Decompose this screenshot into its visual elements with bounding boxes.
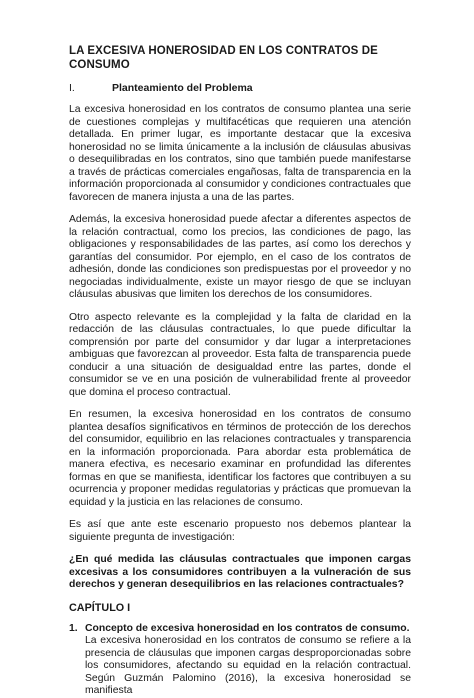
section-heading xyxy=(69,81,411,95)
paragraph: Además, la excesiva honerosidad puede afectar a diferentes aspectos de la relación contractual, como los precios, las condiciones de pago, las obligaciones y responsabilidades de las partes, así como los derechos y garantías del consumidor. Por ejemplo, en el caso de los contratos de adhesión, donde las condiciones son predispuestas por el proveedor y no negociadas individualmente, existe un mayor riesgo de que se incluyan cláusulas abusivas que limiten los derechos de los consumidores. xyxy=(69,214,411,300)
research-question: ¿En qué medida las cláusulas contractuales que imponen cargas excesivas a los consumidores contribuyen a la vulneración de sus derechos y generan desequilibrios en las relaciones contractuales? xyxy=(69,554,411,590)
paragraph: Otro aspecto relevante es la complejidad y la falta de claridad en la redacción de las cláusulas contractuales, lo que puede dificultar la comprensión por parte del consumidor y dar lugar a interpretaciones ambiguas que favorezcan al proveedor. Esta falta de transparencia puede conducir a una situación de desigualdad entre las partes, donde el consumidor se ve en una posición de vulnerabilidad frente al proveedor que domina el proceso contractual. xyxy=(69,311,411,398)
document-title: LA EXCESIVA HONEROSIDAD EN LOS CONTRATOS DE CONSUMO xyxy=(69,45,378,71)
list-item-body xyxy=(85,623,411,698)
paragraph: Es así que ante este escenario propuesto nos debemos plantear la siguiente pregunta de investigación: xyxy=(69,519,411,543)
list-item-title: Concepto de excesiva honerosidad en los contratos de consumo. xyxy=(85,622,410,634)
document-body xyxy=(69,44,411,698)
section-title: Planteamiento del Problema xyxy=(112,82,253,94)
chapter-heading: CAPÍTULO I xyxy=(69,601,131,614)
list-item xyxy=(69,623,411,698)
paragraph: La excesiva honerosidad en los contratos de consumo plantea una serie de cuestiones complejas y multifacéticas que requieren una atención detallada. En primer lugar, es importante destacar que la excesiva honerosidad no se limita únicamente a la inclusión de cláusulas abusivas o desequilibradas en los contratos, sino que también puede manifestarse a través de prácticas comerciales engañosas, falta de transparencia en la información proporcionada al consumidor y condiciones contractuales que favorecen de manera injusta a una de las partes. xyxy=(69,104,411,203)
section-number: I. xyxy=(69,82,75,94)
list-item-number: 1. xyxy=(69,622,78,634)
paragraph: En resumen, la excesiva honerosidad en los contratos de consumo plantea desafíos significativos en términos de protección de los derechos del consumidor, equilibrio en las relaciones contractuales y transparencia en la información proporcionada. Para abordar esta problemática de manera efectiva, es necesario examinar en profundidad las diferentes formas en que se manifiesta, identificar los factores que contribuyen a su ocurrencia y proponer medidas regulatorias y prácticas que promuevan la equidad y la justicia en las relaciones de consumo. xyxy=(69,409,411,508)
list-item-text: La excesiva honerosidad en los contratos de consumo se refiere a la presencia de cláusulas que imponen cargas desproporcionadas sobre los consumidores, afectando su equidad en la relación contractual. Según Guzmán Palomino (2016), la excesiva honerosidad se manifiesta xyxy=(85,635,411,696)
